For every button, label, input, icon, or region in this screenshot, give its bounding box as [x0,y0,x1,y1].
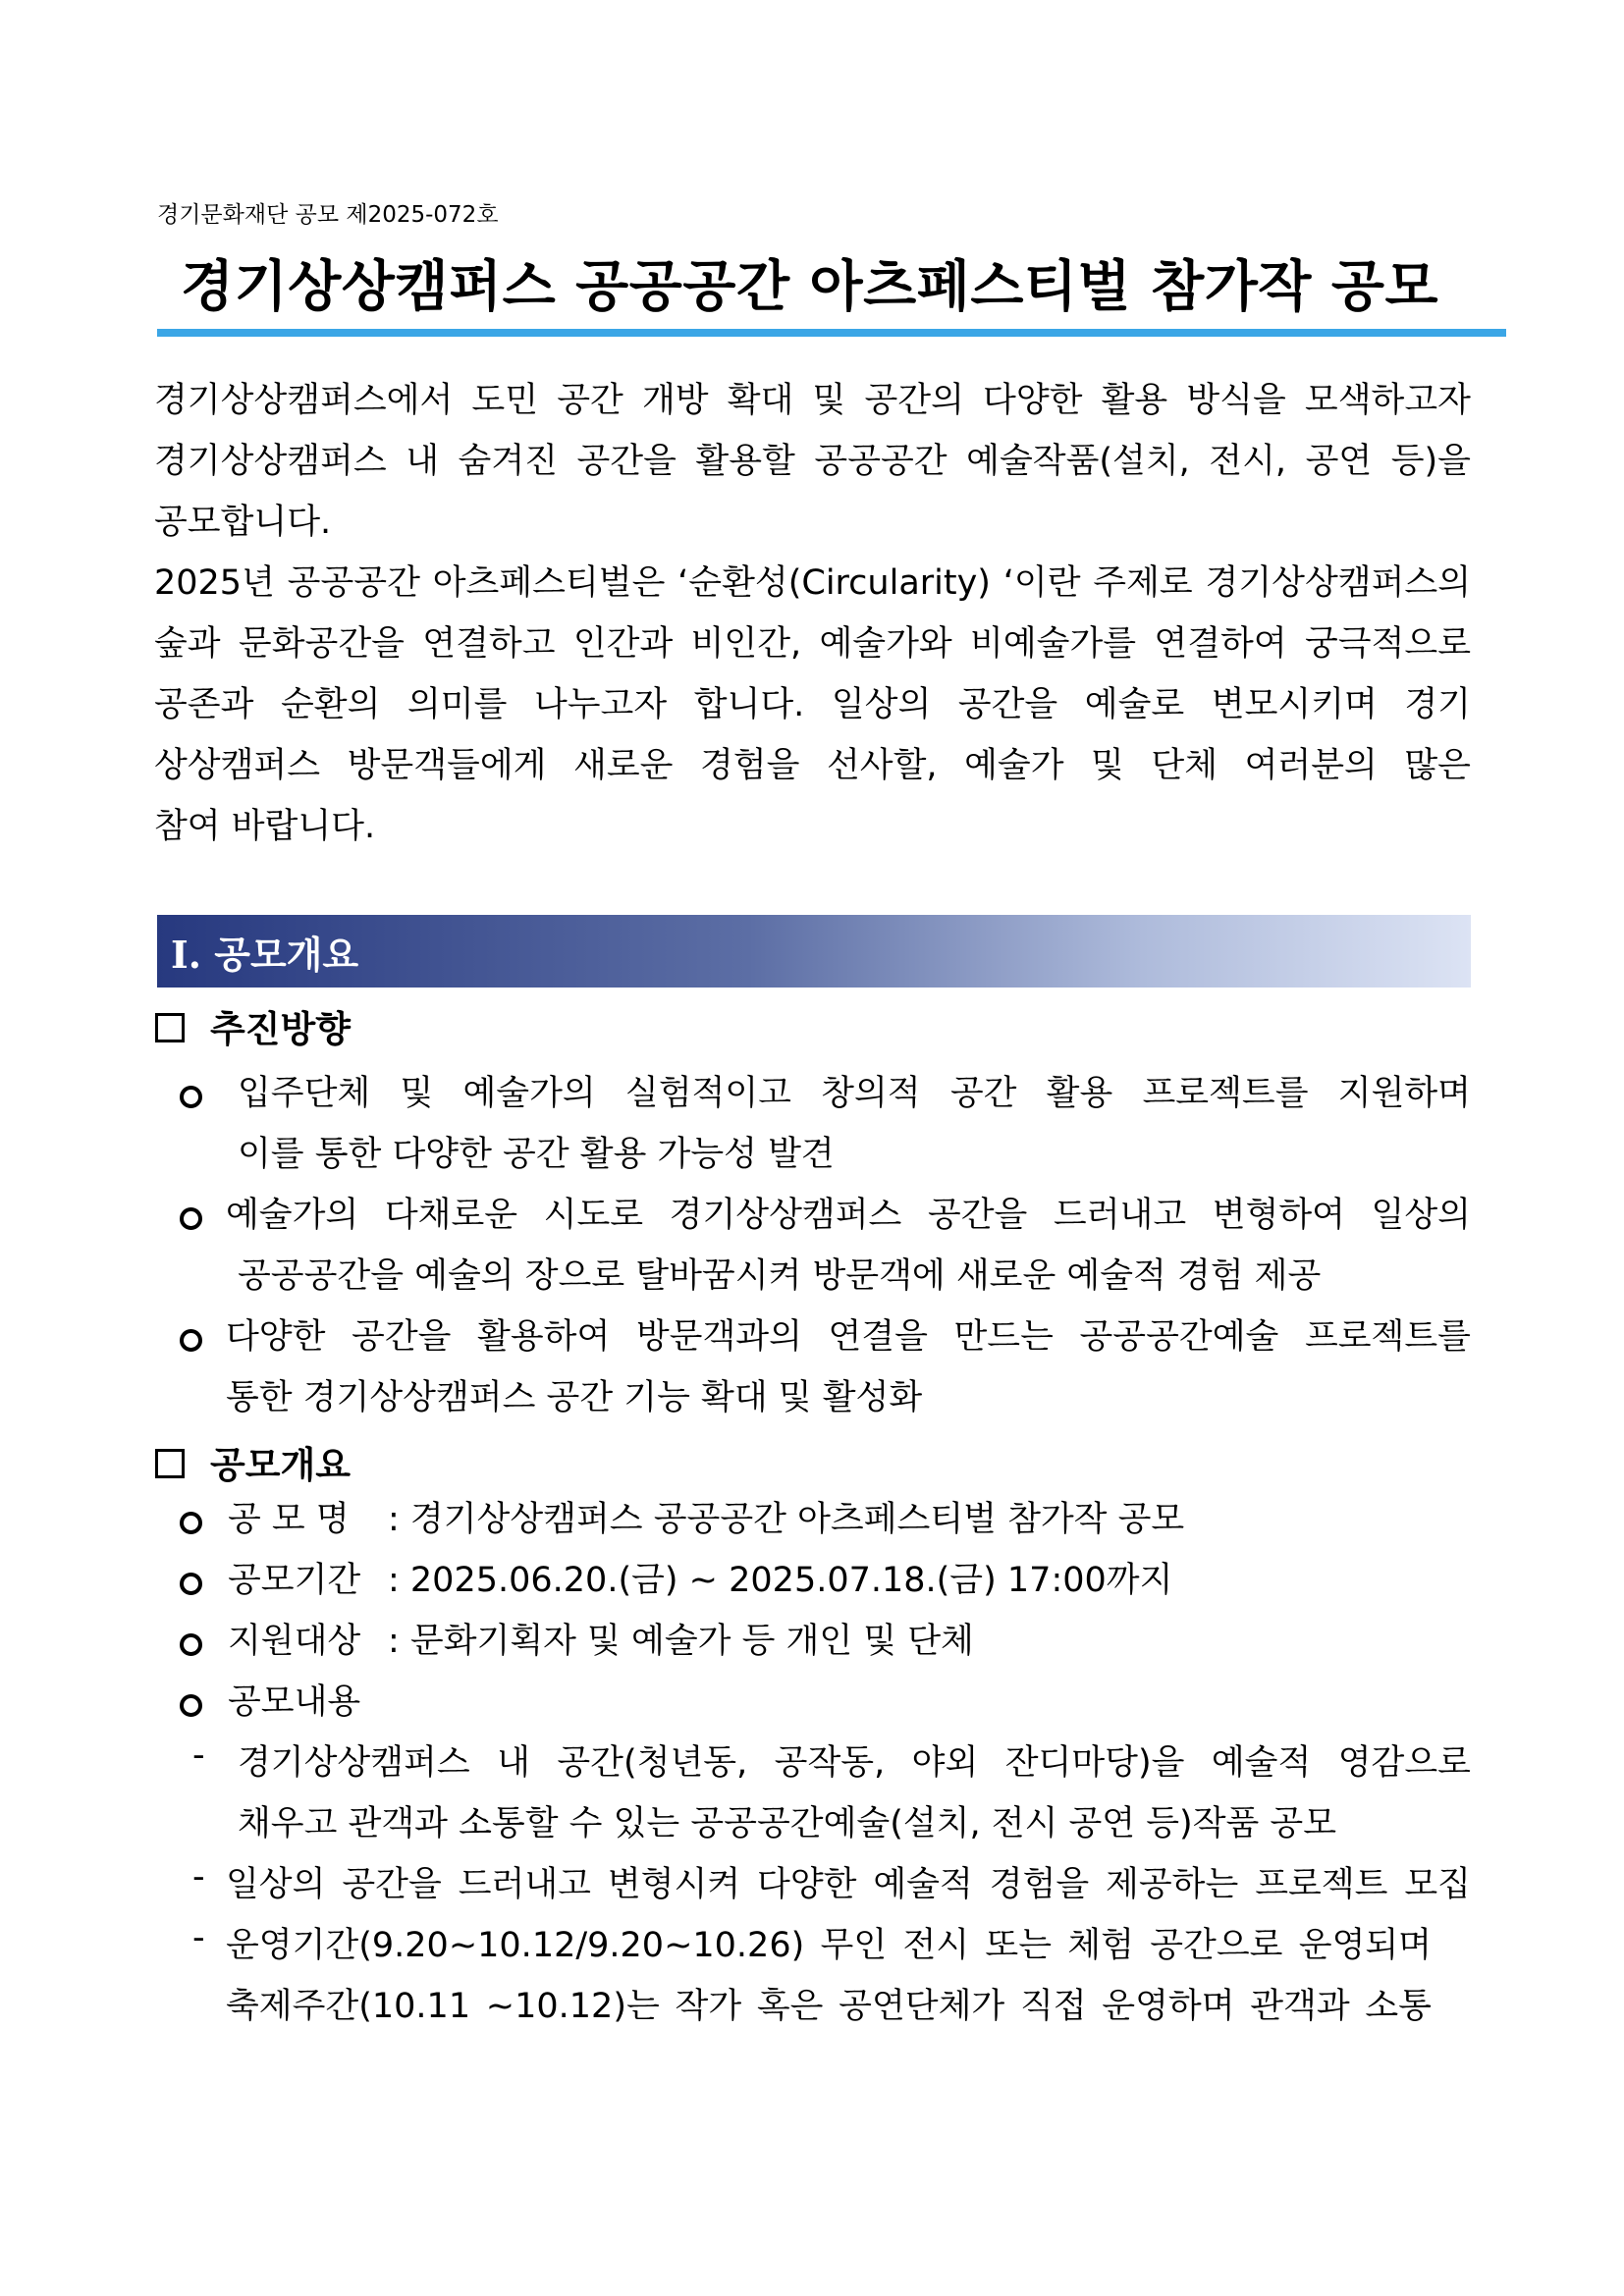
subsection-heading-direction [155,999,351,1052]
document-number: 경기문화재단 공모 제2025-072호 [157,202,499,228]
overview-content-label: 공모내용 [228,1682,361,1722]
circle-bullet-icon [180,1694,202,1717]
intro-line: 숲과 문화공간을 연결하고 인간과 비인간, 예술가와 비예술가를 연결하여 궁극적으로 [154,624,1471,664]
overview-period-value: : 2025.06.20.(금) ~ 2025.07.18.(금) 17:00까지 [388,1561,1173,1600]
subsection-heading-label: 추진방향 [210,1008,351,1050]
intro-line: 2025년 공공공간 아츠페스티벌은 ‘순환성(Circularity) ‘이란 주제로 경기상상캠퍼스의 [154,563,1471,603]
square-bullet-icon [155,1449,185,1478]
intro-line: 공존과 순환의 의미를 나누고자 합니다. 일상의 공간을 예술로 변모시키며 경기 [154,685,1471,724]
content-item-line: 경기상상캠퍼스 내 공간(청년동, 공작동, 야외 잔디마당)을 예술적 영감으로 [238,1743,1471,1783]
content-item-line: 운영기간(9.20~10.12/9.20~10.26) 무인 전시 또는 체험 공간으로 운영되며 [226,1926,1432,1965]
dash-bullet: - [192,1918,205,1957]
circle-bullet-icon [180,1573,202,1595]
dash-bullet: - [192,1857,205,1896]
circle-bullet-icon [180,1633,202,1656]
title-underline [157,329,1506,337]
content-item-line: 일상의 공간을 드러내고 변형시켜 다양한 예술적 경험을 제공하는 프로젝트 모집 [226,1865,1471,1904]
dash-bullet: - [192,1735,205,1775]
direction-item-line: 입주단체 및 예술가의 실험적이고 창의적 공간 활용 프로젝트를 지원하며 [238,1074,1471,1113]
direction-item-line: 통한 경기상상캠퍼스 공간 기능 확대 및 활성화 [226,1378,923,1417]
circle-bullet-icon [180,1086,202,1108]
overview-name-value: : 경기상상캠퍼스 공공공간 아츠페스티벌 참가작 공모 [388,1500,1185,1539]
overview-period-label: 공모기간 [228,1561,361,1600]
subsection-heading-label: 공모개요 [210,1444,351,1486]
section-title: I. 공모개요 [171,933,359,977]
overview-name-label: 공 모 명 [228,1500,350,1539]
intro-line: 공모합니다. [154,503,332,542]
subsection-heading-overview [155,1435,351,1488]
circle-bullet-icon [180,1512,202,1534]
intro-line: 경기상상캠퍼스 내 숨겨진 공간을 활용할 공공공간 예술작품(설치, 전시, 공연 등)을 [154,442,1471,481]
intro-line: 상상캠퍼스 방문객들에게 새로운 경험을 선사할, 예술가 및 단체 여러분의 많은 [154,746,1471,785]
intro-line: 경기상상캠퍼스에서 도민 공간 개방 확대 및 공간의 다양한 활용 방식을 모색하고자 [154,381,1471,420]
direction-item-line: 다양한 공간을 활용하여 방문객과의 연결을 만드는 공공공간예술 프로젝트를 [226,1317,1471,1357]
square-bullet-icon [155,1013,185,1042]
overview-target-value: : 문화기획자 및 예술가 등 개인 및 단체 [388,1622,974,1661]
overview-target-label: 지원대상 [228,1622,361,1661]
section-header-bar [157,915,1471,988]
content-item-line: 채우고 관객과 소통할 수 있는 공공공간예술(설치, 전시 공연 등)작품 공모 [238,1804,1337,1843]
intro-line: 참여 바랍니다. [154,807,376,846]
direction-item-line: 공공공간을 예술의 장으로 탈바꿈시켜 방문객에 새로운 예술적 경험 제공 [238,1256,1322,1296]
circle-bullet-icon [180,1329,202,1352]
circle-bullet-icon [180,1207,202,1230]
content-item-line: 축제주간(10.11 ~10.12)는 작가 혹은 공연단체가 직접 운영하며 관객과 소통 [226,1987,1432,2026]
direction-item-line: 예술가의 다채로운 시도로 경기상상캠퍼스 공간을 드러내고 변형하여 일상의 [226,1196,1471,1235]
direction-item-line: 이를 통한 다양한 공간 활용 가능성 발견 [238,1135,835,1174]
page-title: 경기상상캠퍼스 공공공간 아츠페스티벌 참가작 공모 [181,255,1439,319]
